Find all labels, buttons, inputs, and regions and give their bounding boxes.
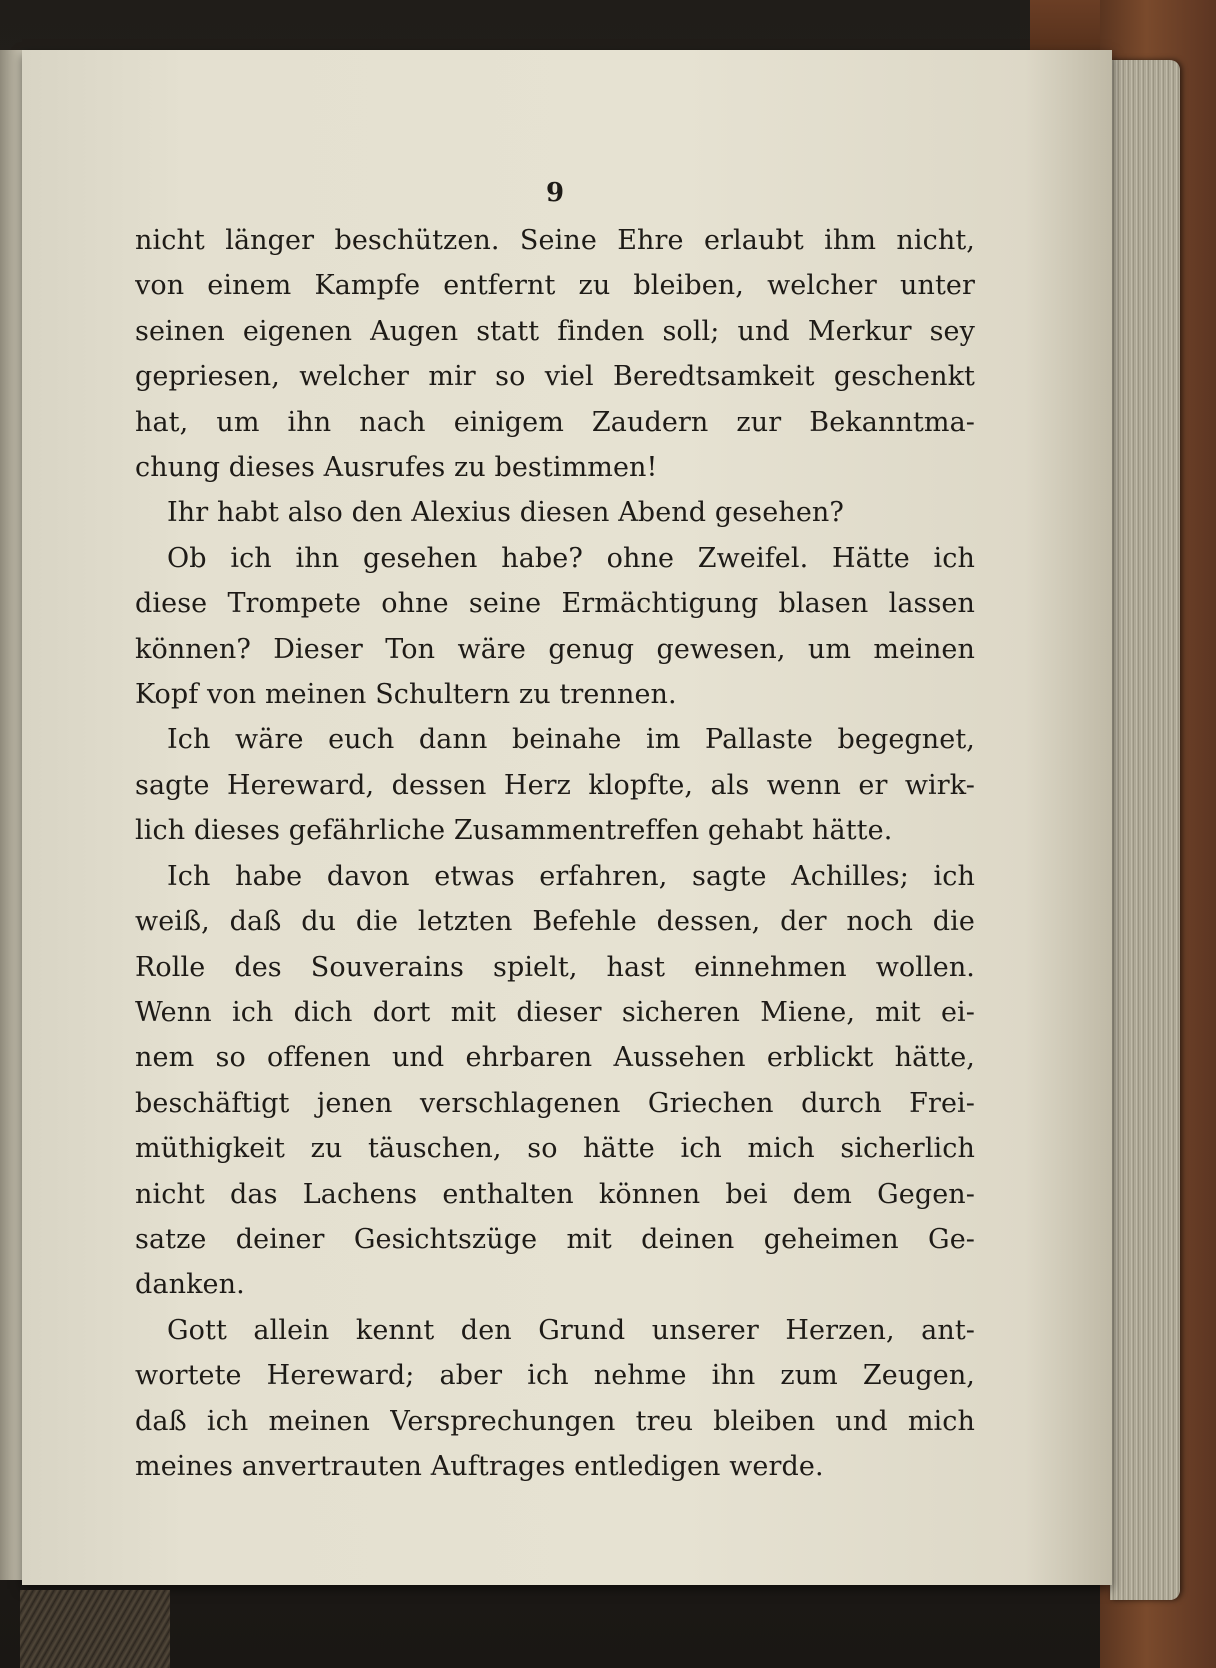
text-line: Rolle des Souverains spielt, hast einnehmen wollen. [135, 951, 975, 983]
text-line: diese Trompete ohne seine Ermächtigung blasen lassen [135, 588, 975, 620]
text-line: Ich habe davon etwas erfahren, sagte Achilles; ich [167, 860, 975, 892]
text-line: nicht das Lachens enthalten können bei dem Gegen- [135, 1178, 975, 1210]
text-line: meines anvertrauten Auftrages entledigen werde. [135, 1450, 824, 1482]
text-line: wortete Hereward; aber ich nehme ihn zum Zeugen, [135, 1360, 975, 1392]
text-line: beschäftigt jenen verschlagenen Griechen durch Frei- [135, 1087, 975, 1119]
text-line: weiß, daß du die letzten Befehle dessen, der noch die [135, 906, 975, 938]
text-line: lich dieses gefährliche Zusammentreffen gehabt hätte. [135, 815, 893, 847]
text-line: seinen eigenen Augen statt finden soll; und Merkur sey [135, 315, 975, 347]
text-line: sagte Hereward, dessen Herz klopfte, als wenn er wirk- [135, 769, 975, 801]
text-line: von einem Kampfe entfernt zu bleiben, welcher unter [135, 270, 975, 302]
text-line: Wenn ich dich dort mit dieser sicheren Miene, mit ei- [135, 996, 975, 1028]
text-line: satze deiner Gesichtszüge mit deinen geheimen Ge- [135, 1223, 975, 1255]
text-line: danken. [135, 1269, 245, 1301]
text-line: chung dieses Ausrufes zu bestimmen! [135, 452, 658, 484]
text-line: müthigkeit zu täuschen, so hätte ich mich sicherlich [135, 1133, 975, 1165]
text-line: Ich wäre euch dann beinahe im Pallaste begegnet, [167, 724, 975, 756]
text-line: Kopf von meinen Schultern zu trennen. [135, 679, 677, 711]
page-edges [1110, 60, 1180, 1600]
text-line: Gott allein kennt den Grund unserer Herzen, ant- [167, 1314, 975, 1346]
text-line: daß ich meinen Versprechungen treu bleiben und mich [135, 1405, 975, 1437]
text-line: Ob ich ihn gesehen habe? ohne Zweifel. Hätte ich [167, 542, 975, 574]
text-line: hat, um ihn nach einigem Zaudern zur Bekanntma- [135, 406, 975, 438]
page-number: 9 [545, 178, 565, 208]
text-line: Ihr habt also den Alexius diesen Abend gesehen? [167, 497, 844, 529]
text-line: gepriesen, welcher mir so viel Beredtsamkeit geschenkt [135, 361, 975, 393]
body-text [135, 218, 975, 1489]
text-line: können? Dieser Ton wäre genug gewesen, um meinen [135, 633, 975, 665]
text-line: nicht länger beschützen. Seine Ehre erlaubt ihm nicht, [135, 225, 975, 256]
bookmark-ribbon [20, 1590, 170, 1668]
text-line: nem so offenen und ehrbaren Aussehen erblickt hätte, [135, 1042, 975, 1074]
